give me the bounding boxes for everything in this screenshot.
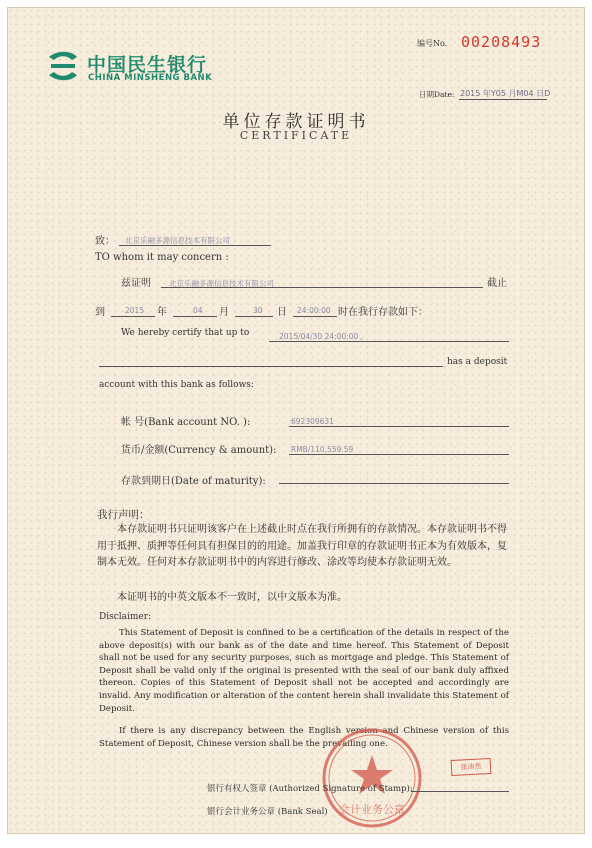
date-value: 2015 年Y05 月M04 日D — [460, 89, 551, 98]
year-unit: 年 — [157, 307, 167, 318]
date-label: 日期Date: — [419, 90, 455, 99]
disclaimer-paragraph-1: This Statement of Deposit is confined to be a certification of the details in respect of the above deposit(s) with our bank as of the date and time hereof. This Statement of Deposit shall not be used for any security purposes, such as mortgage and pledge. This Statement of Deposit shall be valid only if the original is presented with the seal of our bank duly affixed thereon. Copies of this Statement of Deposit shall not be accepted and accordingly are invalid. Any modification or alteration of the content herein shall invalidate this Statement of Deposit. — [99, 628, 509, 714]
certify-year: 2015 — [125, 306, 145, 315]
currency-label: 货币/金额(Currency & amount): — [121, 445, 277, 456]
certify-day: 30 — [253, 306, 263, 315]
day-unit: 日 — [277, 307, 287, 318]
maturity-underline — [279, 483, 509, 484]
title-cn: 单位存款证明书 — [222, 112, 370, 132]
account-label: 帐 号(Bank account NO. ): — [121, 417, 251, 428]
title-en: CERTIFICATE — [239, 129, 353, 142]
to-whom-en: TO whom it may concern : — [95, 252, 229, 263]
year-underline — [111, 316, 155, 317]
certify-to-word: 到 — [95, 307, 105, 318]
authorized-signature-label: 银行有权人签章 (Authorized Signature of Stamp): — [207, 784, 413, 794]
certify-en-line1: We hereby certify that up to — [121, 328, 250, 338]
currency-underline — [289, 454, 509, 455]
serial-number: 00208493 — [461, 33, 542, 51]
currency-value: RMB/110,559.59 — [291, 445, 354, 454]
disclaimer-paragraph-2: If there is any discrepancy between the English version and Chinese version of this Statement of Deposit, Chinese version shall be the prevailing one. — [99, 726, 509, 749]
account-value: 692309631 — [291, 417, 334, 426]
declaration-paragraph-2: 本证明书的中英文版本不一致时，以中文版本为准。 — [117, 592, 347, 603]
certify-month: 04 — [193, 306, 203, 315]
certify-company: 北京乐融多源信息技术有限公司 — [169, 279, 274, 288]
authorized-signature-underline — [411, 791, 509, 792]
date-underline — [459, 99, 547, 100]
certify-en-underline — [269, 341, 509, 342]
declaration-heading: 我行声明： — [97, 509, 150, 521]
certify-prefix: 兹证明 — [121, 278, 151, 289]
bank-seal-label: 银行会计业务公章 (Bank Seal) — [207, 807, 328, 817]
month-unit: 月 — [219, 307, 229, 318]
certify-suffix: 截止 — [487, 278, 507, 289]
certify-en-datetime: 2015/04/30 24:00:00 , — [279, 332, 364, 341]
disclaimer-heading: Disclaimer: — [99, 612, 152, 622]
bank-name-cn: 中国民生银行 — [87, 54, 208, 76]
account-underline — [289, 426, 509, 427]
certify-company-underline — [161, 287, 483, 288]
certify-en-underline-2 — [99, 366, 443, 367]
signer-name-stamp: 张沛然 — [451, 758, 492, 776]
month-underline — [173, 316, 217, 317]
day-underline — [235, 316, 273, 317]
certify-en-line3: account with this bank as follows: — [99, 380, 254, 390]
maturity-label: 存款到期日(Date of maturity): — [121, 476, 266, 487]
certify-time: 24:00:00 — [297, 306, 331, 315]
time-suffix: 时在我行存款如下： — [338, 307, 428, 318]
minsheng-bank-logo-icon — [45, 51, 81, 81]
bank-seal-text: 会计业务公章 — [339, 803, 405, 816]
certificate-page — [7, 7, 585, 834]
to-company: 北京乐融多源信息技术有限公司 — [125, 236, 230, 245]
bank-name-en: CHINA MINSHENG BANK — [88, 73, 213, 83]
time-underline — [293, 316, 337, 317]
to-label-cn: 致： — [95, 236, 115, 247]
declaration-paragraph-1: 本存款证明书只证明该客户在上述截止时点在我行所拥有的存款情况。本存款证明书不得用于抵押、质押等任何具有担保目的的用途。加盖我行印章的存款证明书正本为有效版本，复制本无效。任何对本存款证明书中的内容进行修改、涂改等均使本存款证明无效。 — [97, 524, 507, 568]
to-underline — [119, 245, 271, 246]
bank-seal-stamp — [319, 725, 425, 831]
has-deposit-text: has a deposit — [447, 357, 508, 367]
serial-label: 编号No. — [417, 39, 448, 48]
